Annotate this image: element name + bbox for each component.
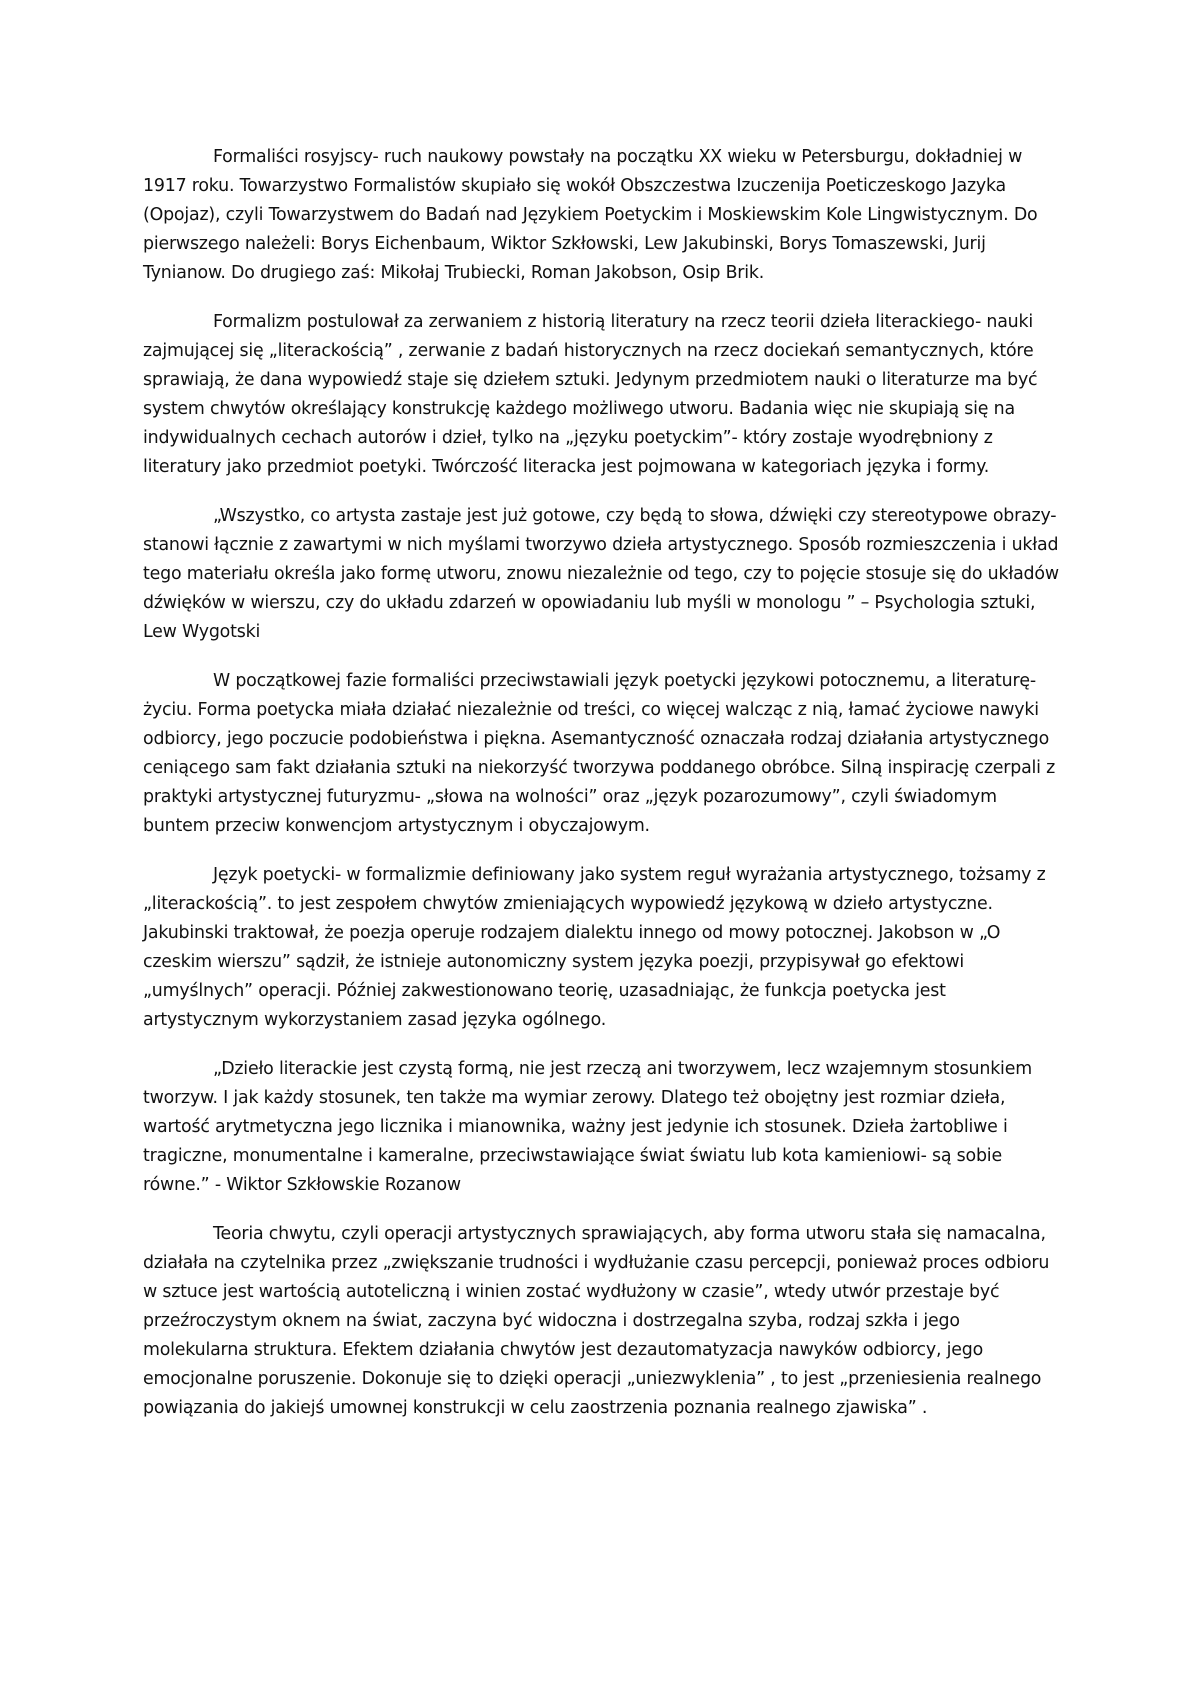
- quote-szklowski: „Dzieło literackie jest czystą formą, nie jest rzeczą ani tworzywem, lecz wzajemnym stosunkiem tworzyw. I jak każdy stosunek, ten także ma wymiar zerowy. Dlatego też obojętny jest rozmiar dzieła, wartość arytmetyczna jego licznika i mianownika, ważny jest jedynie ich stosunek. Dzieła żartobliwe i tragiczne, monumentalne i kameralne, przeciwstawiające świat światu lub kota kamieniowi- są sobie równe.” - Wiktor Szkłowskie Rozanow: [143, 1059, 1032, 1195]
- paragraph-poetic-language: Język poetycki- w formalizmie definiowany jako system reguł wyrażania artystycznego, tożsamy z „literackością”. to jest zespołem chwytów zmieniających wypowiedź językową w dzieło artystyczne. Jakubinski traktował, że poezja operuje rodzajem dialektu innego od mowy potocznej. Jakobson w „O czeskim wierszu” sądził, że istnieje autonomiczny system języka poezji, przypisywał go efektowi „umyślnych” operacji. Później zakwestionowano teorię, uzasadniając, że funkcja poetycka jest artystycznym wykorzystaniem zasad języka ogólnego.: [143, 865, 1046, 1030]
- paragraph-formalism-postulates: Formalizm postulował za zerwaniem z historią literatury na rzecz teorii dzieła literackiego- nauki zajmującej się „literackością” , zerwanie z badań historycznych na rzecz dociekań semantycznych, które sprawiają, że dana wypowiedź staje się dziełem sztuki. Jedynym przedmiotem nauki o literaturze ma być system chwytów określający konstrukcję każdego możliwego utworu. Badania więc nie skupiają się na indywidualnych cechach autorów i dzieł, tylko na „języku poetyckim”- który zostaje wyodrębniony z literatury jako przedmiot poetyki. Twórczość literacka jest pojmowana w kategoriach języka i formy.: [143, 312, 1038, 477]
- paragraph-device-theory: Teoria chwytu, czyli operacji artystycznych sprawiających, aby forma utworu stała się namacalna, działała na czytelnika przez „zwiększanie trudności i wydłużanie czasu percepcji, ponieważ proces odbioru w sztuce jest wartością autoteliczną i winien zostać wydłużony w czasie”, wtedy utwór przestaje być przeźroczystym oknem na świat, zaczyna być widoczna i dostrzegalna szyba, rodzaj szkła i jego molekularna struktura. Efektem działania chwytów jest dezautomatyzacja nawyków odbiorcy, jego emocjonalne poruszenie. Dokonuje się to dzięki operacji „uniezwyklenia” , to jest „przeniesienia realnego powiązania do jakiejś umownej konstrukcji w celu zaostrzenia poznania realnego zjawiska” .: [143, 1224, 1050, 1418]
- document-body: [143, 143, 1063, 1443]
- paragraph-formalists-origin: Formaliści rosyjscy- ruch naukowy powstały na początku XX wieku w Petersburgu, dokładniej w 1917 roku. Towarzystwo Formalistów skupiało się wokół Obszczestwa Izuczenija Poeticzeskogo Jazyka (Opojaz), czyli Towarzystwem do Badań nad Językiem Poetyckim i Moskiewskim Kole Lingwistycznym. Do pierwszego należeli: Borys Eichenbaum, Wiktor Szkłowski, Lew Jakubinski, Borys Tomaszewski, Jurij Tynianow. Do drugiego zaś: Mikołaj Trubiecki, Roman Jakobson, Osip Brik.: [143, 147, 1038, 283]
- paragraph-initial-phase: W początkowej fazie formaliści przeciwstawiali język poetycki językowi potocznemu, a literaturę- życiu. Forma poetycka miała działać niezależnie od treści, co więcej walcząc z nią, łamać życiowe nawyki odbiorcy, jego poczucie podobieństwa i piękna. Asemantyczność oznaczała rodzaj działania artystycznego ceniącego sam fakt działania sztuki na niekorzyść tworzywa poddanego obróbce. Silną inspirację czerpali z praktyki artystycznej futuryzmu- „słowa na wolności” oraz „język pozarozumowy”, czyli świadomym buntem przeciw konwencjom artystycznym i obyczajowym.: [143, 671, 1056, 836]
- quote-wygotski: „Wszystko, co artysta zastaje jest już gotowe, czy będą to słowa, dźwięki czy stereotypowe obrazy- stanowi łącznie z zawartymi w nich myślami tworzywo dzieła artystycznego. Sposób rozmieszczenia i układ tego materiału określa jako formę utworu, znowu niezależnie od tego, czy to pojęcie stosuje się do układów dźwięków w wierszu, czy do układu zdarzeń w opowiadaniu lub myśli w monologu ” – Psychologia sztuki, Lew Wygotski: [143, 506, 1059, 642]
